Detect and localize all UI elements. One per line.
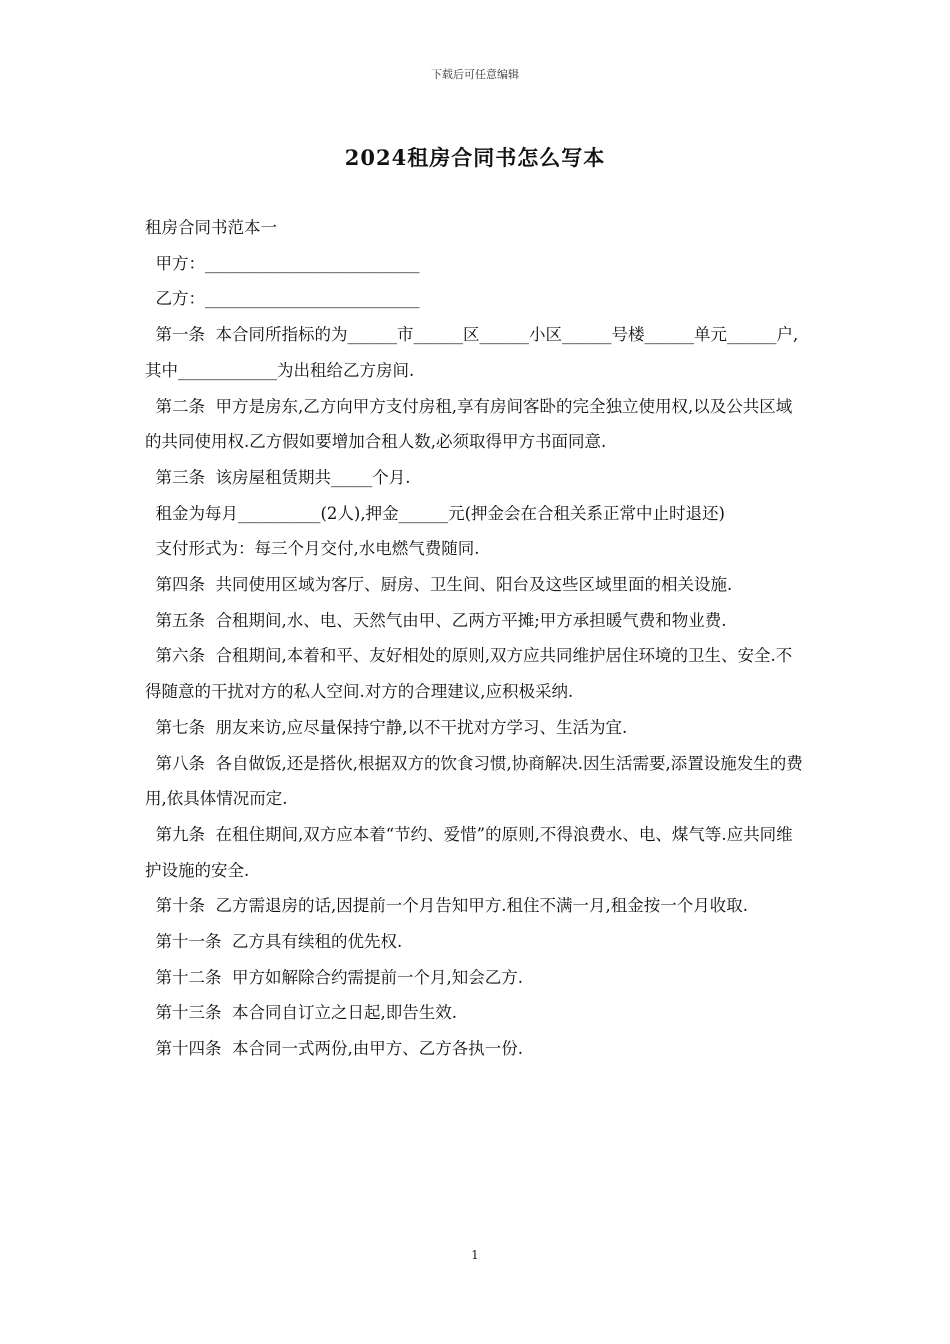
section-heading: 租房合同书范本一	[145, 218, 277, 237]
clause-2: 第二条 甲方是房东,乙方向甲方支付房租,享有房间客卧的完全独立使用权,以及公共区域的共同使用权.乙方假如要增加合租人数,必须取得甲方书面同意.	[145, 396, 793, 452]
document-body	[145, 210, 805, 1067]
page-number: 1	[471, 1248, 479, 1262]
clause-8: 第八条 各自做饭,还是搭伙,根据双方的饮食习惯,协商解决.因生活需要,添置设施发生的费用,依具体情况而定.	[145, 753, 803, 809]
clause-4: 第四条 共同使用区域为客厅、厨房、卫生间、阳台及这些区域里面的相关设施.	[145, 575, 733, 595]
header-note: 下载后可任意编辑	[431, 68, 519, 81]
clause-6: 第六条 合租期间,本着和平、友好相处的原则,双方应共同维护居住环境的卫生、安全.不得随意的干扰对方的私人空间.对方的合理建议,应积极采纳.	[145, 646, 793, 702]
party-b-line: 乙方：__________________________	[145, 289, 420, 309]
clause-3: 第三条 该房屋租赁期共_____个月.	[145, 467, 411, 487]
document-title: 2024租房合同书怎么写本	[344, 145, 606, 170]
clause-1: 第一条 本合同所指标的为______市______区______小区______号楼______单元______户,其中____________为出租给乙方房间.	[145, 325, 799, 380]
clause-13: 第十三条 本合同自订立之日起,即告生效.	[145, 1003, 457, 1023]
clause-5: 第五条 合租期间,水、电、天然气由甲、乙两方平摊;甲方承担暖气费和物业费.	[145, 610, 727, 630]
clause-14: 第十四条 本合同一式两份,由甲方、乙方各执一份.	[145, 1039, 523, 1059]
payment-method-line: 支付形式为：每三个月交付,水电燃气费随同.	[145, 539, 480, 559]
clause-10: 第十条 乙方需退房的话,因提前一个月告知甲方.租住不满一月,租金按一个月收取.	[145, 896, 748, 916]
party-a-line: 甲方：__________________________	[145, 253, 420, 273]
clause-9: 第九条 在租住期间,双方应本着“节约、爱惜”的原则,不得浪费水、电、煤气等.应共同维护设施的安全.	[145, 824, 793, 880]
clause-12: 第十二条 甲方如解除合约需提前一个月,知会乙方.	[145, 967, 523, 987]
rent-deposit-line: 租金为每月__________(2人),押金______元(押金会在合租关系正常中止时退还)	[145, 503, 725, 523]
clause-7: 第七条 朋友来访,应尽量保持宁静,以不干扰对方学习、生活为宜.	[145, 717, 628, 737]
clause-11: 第十一条 乙方具有续租的优先权.	[145, 932, 403, 952]
